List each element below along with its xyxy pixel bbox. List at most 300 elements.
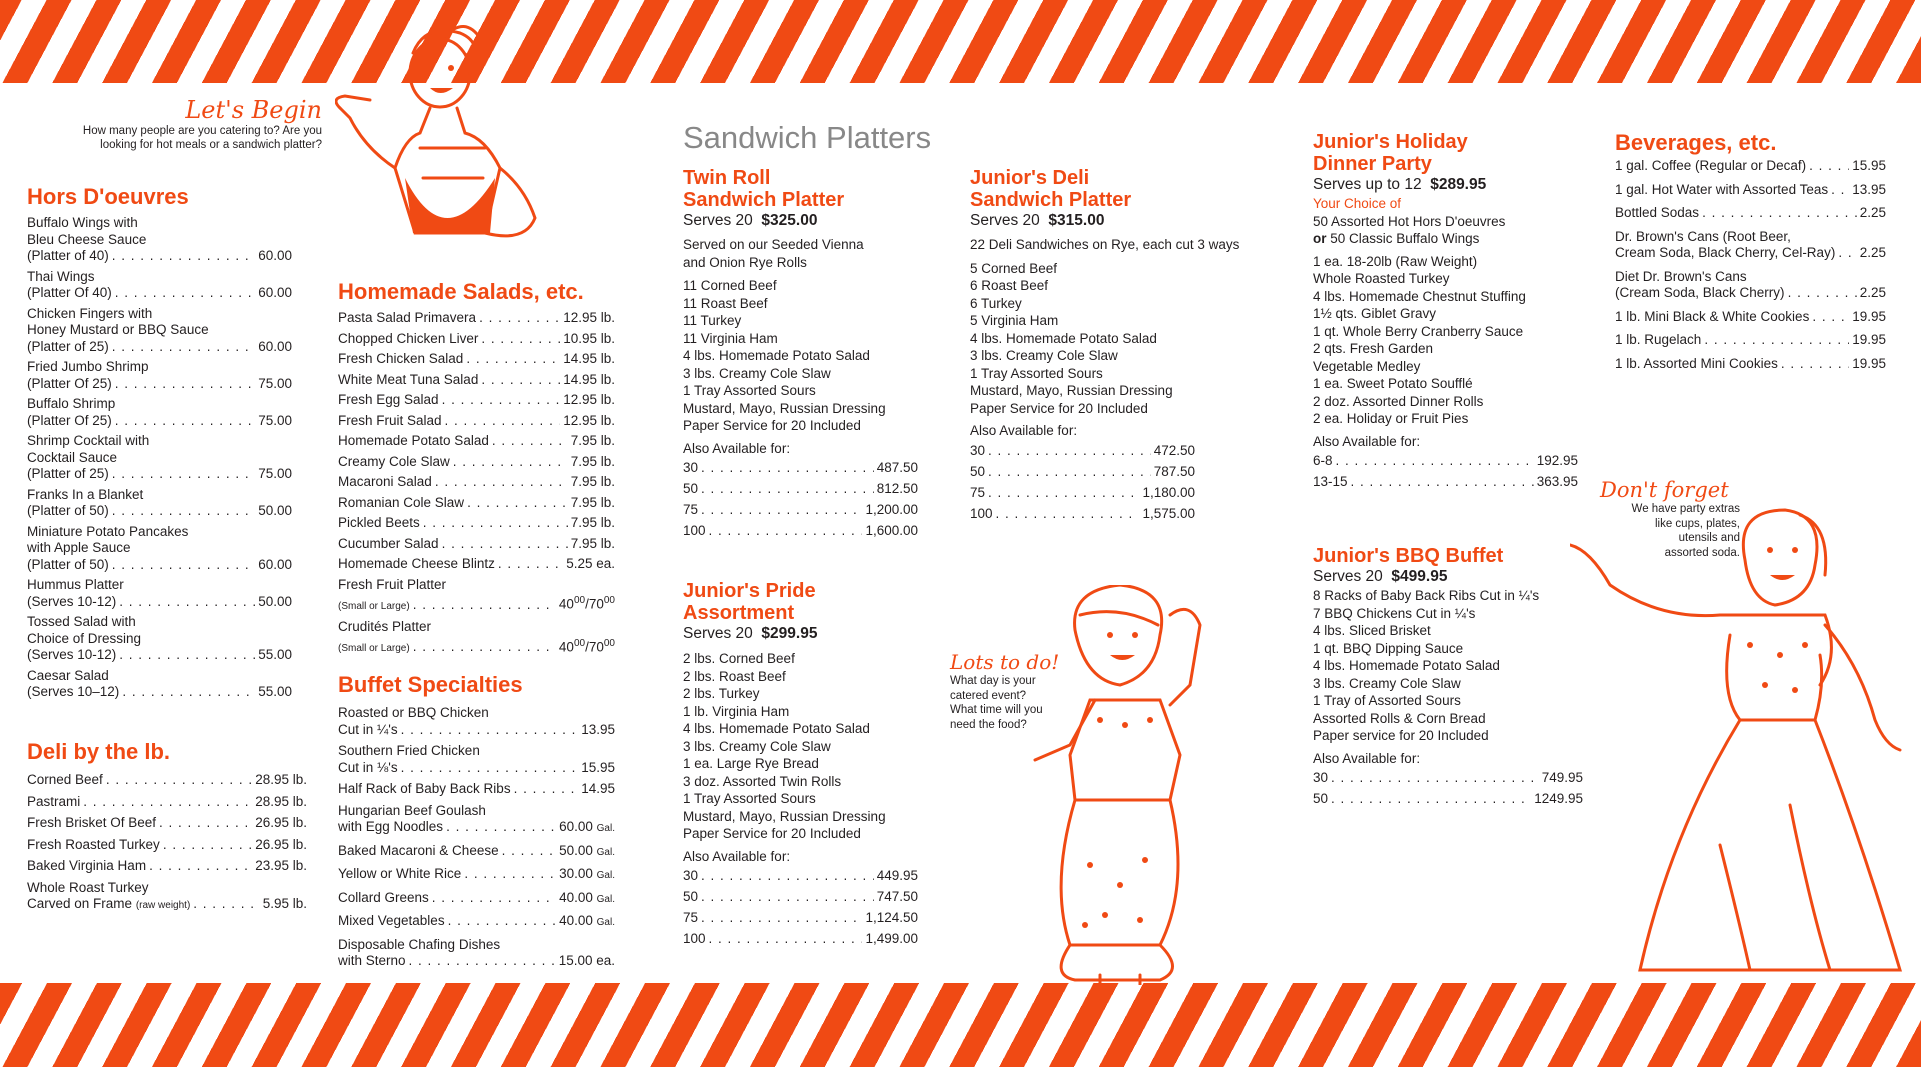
dot-leader: [1704, 332, 1849, 349]
list-item: 6 Turkey: [970, 295, 1022, 311]
item-line: Shrimp Cocktail with: [27, 433, 150, 448]
lets-begin-block: [60, 96, 322, 152]
item-price: 2.25: [1859, 205, 1886, 220]
list-item: 8 Racks of Baby Back Ribs Cut in ¼'s: [1313, 588, 1540, 603]
price-row: [1615, 309, 1886, 326]
list-item: 1½ qts. Giblet Gravy: [1313, 306, 1437, 321]
item-line: Buffalo Shrimp: [27, 396, 116, 411]
list-item: 2 qts. Fresh Garden: [1313, 341, 1434, 356]
item-price: 28.95 lb.: [255, 793, 307, 809]
dont-forget-line: assorted soda.: [1664, 546, 1740, 559]
bbq-options-list: [1313, 767, 1583, 809]
price-row: [970, 461, 1195, 482]
dot-leader: [112, 503, 255, 520]
dot-leader: [119, 594, 255, 611]
bbq-section: Junior's BBQ Buffet Serves 20 $499.95 8 Racks of Baby Back Ribs Cut in ¼'s 7 BBQ Chickens Cut in ¼'s 4 lbs. Sliced Brisket 1 qt. BBQ Dipping Sauce 4 lbs. Homemade Potato Salad 3 lbs. Creamy Cole Slaw 1 Tray of Assorted Sours Assorted Rolls & Corn Bread Paper service for 20 Included Also Available for: 30 . . . 749.95 50 . . . 1249.95: [1313, 545, 1583, 809]
item-name: Mixed Vegetables: [338, 913, 445, 928]
item-line: Honey Mustard or BBQ Sauce: [27, 322, 209, 337]
menu-item: [338, 781, 615, 798]
pride-items-list: [683, 650, 918, 843]
price-row: [1615, 205, 1886, 222]
deli-section: [27, 740, 307, 919]
item-name: Chopped Chicken Liver: [338, 330, 479, 346]
dot-leader: [401, 760, 579, 777]
bottom-stripe-border: [0, 983, 1921, 1067]
item-name: with Sterno: [338, 953, 406, 968]
item-price: 10.95 lb.: [563, 330, 615, 346]
item-price: 1,575.00: [1142, 505, 1195, 521]
dot-leader: [479, 310, 560, 327]
dot-leader: [701, 499, 862, 520]
price-row: [1615, 285, 1886, 302]
price-row: [27, 837, 307, 854]
list-item: 4 lbs. Sliced Brisket: [1313, 623, 1431, 638]
dot-leader: [467, 495, 568, 512]
item-price: 19.95: [1852, 308, 1886, 324]
holiday-options-list: [1313, 450, 1578, 492]
menu-item: [27, 577, 292, 610]
item-price: 75.00: [258, 466, 292, 481]
salads-section: [338, 280, 615, 662]
item-name: Collard Greens: [338, 889, 429, 905]
item-price: 7.95 lb.: [570, 453, 615, 469]
hors-doeuvres-section: [27, 185, 292, 705]
list-item: 6 Roast Beef: [970, 278, 1049, 293]
dot-leader: [1702, 205, 1857, 222]
fruit-platter-item: Fresh Fruit Platter (Small or Large) . . . $40^{00}/70^{00}$: [338, 577, 615, 616]
dot-leader: [446, 819, 556, 836]
menu-item: [27, 614, 292, 664]
twin-options-list: [683, 457, 918, 541]
dot-leader: [119, 647, 255, 664]
list-item: Vegetable Medley: [1313, 358, 1421, 374]
list-item: 3 lbs. Creamy Cole Slaw: [1313, 675, 1461, 691]
dot-leader: [988, 440, 1151, 461]
item-price: 28.95 lb.: [255, 772, 307, 787]
dot-leader: [988, 461, 1151, 482]
item-line: Franks In a Blanket: [27, 486, 144, 502]
item-line: Choice of Dressing: [27, 630, 142, 646]
buffet-list: [338, 705, 615, 970]
item-name: Yellow or White Rice: [338, 866, 462, 881]
item-name: 100: [683, 523, 706, 538]
dont-forget-line: utensils and: [1678, 532, 1740, 544]
price-row: [338, 819, 615, 838]
menu-item: [338, 866, 615, 885]
menu-item: [338, 705, 615, 738]
dot-leader: [701, 478, 874, 499]
menu-item: [338, 843, 615, 862]
dot-leader: [122, 684, 255, 701]
item-line: Cocktail Sauce: [27, 449, 118, 465]
dot-leader: [112, 466, 255, 483]
holiday-section: Junior's Holiday Dinner Party Serves up to 12 $289.95 Your Choice of 50 Assorted Hot Hors D'oeuvres or 50 Classic Buffalo Wings 1 ea. 18-20lb (Raw Weight) Whole Roasted Turkey 4 lbs. Homemade Chestnut Stuffing 1½ qts. Giblet Gravy 1 qt. Whole Berry Cranberry Sauce 2 qts. Fresh Garden Vegetable Medley 1 ea. Sweet Potato Soufflé 2 doz. Assorted Dinner Rolls 2 ea. Holiday or Fruit Pies Also Available for: 6-8 . . . 192.95 13-15 . . . 363.95: [1313, 131, 1578, 492]
lets-begin-text: How many people are you catering to? Are you looking for hot meals or a sandwich platter?: [82, 125, 322, 151]
dot-leader: [149, 858, 252, 875]
price-row: [338, 913, 615, 932]
sandwich-platters-heading: Sandwich Platters: [683, 120, 932, 155]
price-row: [1313, 450, 1578, 471]
item-name: 6-8: [1313, 453, 1333, 468]
price-row: [338, 536, 615, 553]
list-item: 1 Tray Assorted Sours: [683, 791, 816, 806]
item-name: (Platter Of 40): [27, 285, 112, 300]
lots-to-do-block: Lots to do! What day is your catered event? What time will you need the food?: [950, 650, 1080, 732]
list-item: 1 ea. Large Rye Bread: [683, 756, 819, 771]
list-item: 2 lbs. Corned Beef: [683, 651, 795, 666]
price-row: [970, 503, 1195, 524]
dot-leader: [448, 913, 557, 930]
buffet-section: [338, 673, 615, 975]
item-price: 26.95 lb.: [255, 815, 307, 830]
deli-platter-items-list: [970, 260, 1240, 418]
price-row: [1615, 245, 1886, 262]
list-item: 11 Turkey: [683, 313, 742, 328]
item-name: Pastrami: [27, 793, 81, 809]
item-price: 14.95 lb.: [563, 351, 615, 366]
item-name: Homemade Cheese Blintz: [338, 556, 495, 571]
dot-leader: [481, 331, 560, 348]
price-unit: Gal.: [596, 893, 615, 905]
list-item: 3 lbs. Creamy Cole Slaw: [683, 365, 831, 381]
price-row: [338, 843, 615, 862]
item-price: 363.95: [1536, 474, 1578, 489]
dot-leader: [435, 474, 568, 491]
item-name: Pickled Beets: [338, 515, 420, 530]
dot-leader: [159, 815, 252, 832]
item-name: 1 gal. Coffee (Regular or Decaf): [1615, 158, 1807, 173]
menu-item: [1615, 182, 1886, 199]
dont-forget-block: Don't forget We have party extras like cups, plates, utensils and assorted soda.: [1600, 478, 1740, 559]
item-price: 15.00 ea.: [558, 953, 615, 968]
dot-leader: [492, 433, 568, 450]
menu-item: [338, 743, 615, 776]
item-price: 30.00 Gal.: [559, 866, 615, 881]
price-row: [338, 392, 615, 409]
dot-leader: [498, 556, 563, 573]
list-item: Paper Service for 20 Included: [970, 400, 1148, 416]
dancing-lady-illustration-right: [1570, 505, 1905, 985]
list-item: Assorted Rolls & Corn Bread: [1313, 710, 1486, 726]
deli-whole-turkey: Whole Roast Turkey Carved on Frame (raw weight) . . . 5.95 lb.: [27, 880, 307, 915]
item-price: 749.95: [1541, 770, 1583, 785]
price-row: [338, 760, 615, 777]
dot-leader: [115, 285, 255, 302]
item-name: (Platter of 40): [27, 248, 109, 263]
dot-leader: [453, 454, 568, 471]
price-row: [27, 815, 307, 832]
deli-list: [27, 772, 307, 875]
item-price: 7.95 lb.: [570, 535, 615, 551]
dot-leader: [1331, 767, 1539, 788]
list-item: Paper Service for 20 Included: [683, 826, 861, 841]
price-row: [1615, 332, 1886, 349]
price-row: [338, 722, 615, 739]
item-name: Fresh Fruit Salad: [338, 412, 442, 428]
buffet-title: Buffet Specialties: [338, 672, 523, 697]
item-price: 787.50: [1153, 463, 1195, 479]
list-item: 5 Virginia Ham: [970, 313, 1059, 328]
item-name: 100: [970, 505, 993, 521]
lots-line: What day is your: [950, 675, 1036, 687]
hors-doeuvres-title: Hors D'oeuvres: [27, 184, 189, 209]
item-price: 60.00: [258, 338, 292, 354]
item-name: Cream Soda, Black Cherry, Cel-Ray): [1615, 245, 1836, 260]
item-price: 15.95: [581, 759, 615, 775]
item-price: 40.00 Gal.: [559, 889, 615, 905]
dot-leader: [401, 722, 579, 739]
price-row: [27, 285, 292, 302]
item-name: 1 lb. Mini Black & White Cookies: [1615, 308, 1810, 324]
holiday-items-list: [1313, 253, 1578, 428]
price-row: [338, 351, 615, 368]
item-name: 1 gal. Hot Water with Assorted Teas: [1615, 181, 1829, 197]
crudites-platter-item: Crudités Platter (Small or Large) . . . $40^{00}/70^{00}$: [338, 619, 615, 658]
item-name: Half Rack of Baby Back Ribs: [338, 781, 511, 796]
dot-leader: [466, 351, 560, 368]
item-price: 14.95: [581, 781, 615, 796]
price-row: [27, 858, 307, 875]
dot-leader: [1831, 182, 1849, 199]
item-price: 60.00: [258, 285, 292, 300]
item-name: Baked Macaroni & Cheese: [338, 842, 499, 858]
list-item: 2 ea. Holiday or Fruit Pies: [1313, 411, 1469, 426]
price-row: [1313, 767, 1583, 788]
item-line: Hummus Platter: [27, 577, 124, 592]
item-name: 30: [683, 460, 699, 475]
price-row: [27, 248, 292, 265]
price-row: [338, 495, 615, 512]
item-price: 472.50: [1153, 442, 1195, 458]
item-price: 1249.95: [1534, 791, 1583, 806]
dot-leader: [112, 557, 255, 574]
item-name: with Egg Noodles: [338, 819, 444, 834]
price-row: [338, 454, 615, 471]
salads-title: Homemade Salads, etc.: [338, 279, 584, 304]
list-item: Mustard, Mayo, Russian Dressing: [683, 400, 886, 416]
list-item: 3 lbs. Creamy Cole Slaw: [970, 348, 1118, 363]
list-item: 3 lbs. Creamy Cole Slaw: [683, 738, 831, 754]
item-price: 12.95 lb.: [563, 392, 615, 407]
dot-leader: [1838, 245, 1856, 262]
dot-leader: [464, 866, 556, 883]
item-price: 60.00 Gal.: [559, 819, 615, 834]
item-name: 30: [970, 442, 986, 458]
menu-item: [1615, 332, 1886, 349]
dot-leader: [481, 372, 560, 389]
item-name: Creamy Cole Slaw: [338, 453, 450, 469]
dot-leader: [514, 781, 579, 798]
list-item: 1 Tray Assorted Sours: [683, 383, 816, 398]
list-item: 1 lb. Virginia Ham: [683, 703, 790, 719]
waving-lady-illustration-top: [335, 18, 570, 268]
dot-leader: [112, 248, 255, 265]
item-line: Miniature Potato Pancakes: [27, 523, 189, 539]
item-name: Cut in ¼'s: [338, 721, 398, 737]
item-name: 100: [683, 931, 706, 946]
lots-line: need the food?: [950, 718, 1027, 731]
item-name: 75: [683, 502, 699, 517]
dot-leader: [1336, 450, 1534, 471]
price-row: [338, 433, 615, 450]
dot-leader: [701, 886, 874, 907]
price-row: [27, 413, 292, 430]
phone-lady-illustration-middle: [1030, 585, 1275, 985]
item-price: 487.50: [876, 460, 918, 475]
item-price: 12.95 lb.: [563, 412, 615, 428]
dot-leader: [83, 794, 252, 811]
price-row: [338, 372, 615, 389]
price-row: [338, 413, 615, 430]
price-row: [338, 474, 615, 491]
item-line: Caesar Salad: [27, 667, 109, 683]
dot-leader: [709, 928, 863, 949]
item-name: White Meat Tuna Salad: [338, 371, 479, 387]
menu-item: [338, 913, 615, 932]
item-price: 1,499.00: [865, 931, 918, 946]
pride-section: Junior's Pride Assortment Serves 20 $299.95 2 lbs. Corned Beef 2 lbs. Roast Beef 2 lbs. Turkey 1 lb. Virginia Ham 4 lbs. Homemade Potato Salad 3 lbs. Creamy Cole Slaw 1 ea. Large Rye Bread 3 doz. Assorted Twin Rolls 1 Tray Assorted Sours Mustard, Mayo, Russian Dressing Paper Service for 20 Included Also Available for: 30 . . . 449.95 50 . . . 747.50 75 . . . 1,124.50 100 . . . 1,499.00: [683, 580, 918, 949]
item-name: Fresh Chicken Salad: [338, 351, 464, 366]
list-item: Paper service for 20 Included: [1313, 728, 1489, 743]
menu-item: [27, 524, 292, 574]
item-name: (Platter of 50): [27, 556, 109, 572]
item-price: 40.00 Gal.: [559, 913, 615, 928]
list-item: 11 Roast Beef: [683, 295, 768, 311]
item-price: 50.00: [258, 593, 292, 609]
price-row: [338, 556, 615, 573]
item-line: Diet Dr. Brown's Cans: [1615, 268, 1747, 284]
list-item: Mustard, Mayo, Russian Dressing: [970, 383, 1173, 398]
lots-line: catered event?: [950, 689, 1027, 702]
beverages-list: [1615, 158, 1886, 372]
price-row: [683, 478, 918, 499]
item-name: 50: [1313, 791, 1329, 806]
item-price: 449.95: [876, 868, 918, 883]
item-name: 50: [970, 463, 986, 479]
menu-item: [27, 306, 292, 356]
price-row: [27, 466, 292, 483]
price-row: [27, 557, 292, 574]
item-line: Roasted or BBQ Chicken: [338, 705, 489, 720]
price-row: [1615, 356, 1886, 373]
dot-leader: [442, 392, 561, 409]
item-line: Bleu Cheese Sauce: [27, 231, 147, 247]
item-name: Corned Beef: [27, 772, 103, 787]
dot-leader: [1788, 285, 1857, 302]
item-price: 747.50: [876, 889, 918, 904]
dot-leader: [701, 457, 874, 478]
item-price: 13.95: [581, 721, 615, 737]
list-item: 11 Virginia Ham: [683, 330, 778, 346]
salads-list: [338, 310, 615, 573]
price-row: [1313, 471, 1578, 492]
item-price: 26.95 lb.: [255, 836, 307, 852]
item-name: (Platter of 25): [27, 466, 109, 481]
price-row: [683, 886, 918, 907]
item-price: 192.95: [1536, 453, 1578, 468]
dont-forget-line: We have party extras: [1631, 503, 1740, 515]
lots-line: What time will you: [950, 704, 1043, 716]
price-row: [683, 865, 918, 886]
item-line: Southern Fried Chicken: [338, 743, 480, 758]
pride-options-list: [683, 865, 918, 949]
item-name: (Serves 10-12): [27, 647, 117, 662]
item-price: 19.95: [1852, 355, 1886, 371]
price-row: [27, 772, 307, 789]
list-item: 1 Tray of Assorted Sours: [1313, 693, 1461, 708]
item-name: 30: [683, 868, 699, 883]
item-price: 7.95 lb.: [570, 474, 615, 489]
item-name: Cut in ⅛'s: [338, 759, 398, 775]
price-row: [970, 482, 1195, 503]
item-line: Buffalo Wings with: [27, 215, 138, 230]
dont-forget-line: like cups, plates,: [1654, 517, 1740, 530]
item-price: 5.25 ea.: [566, 556, 615, 571]
item-line: with Apple Sauce: [27, 540, 131, 555]
price-row: [27, 647, 292, 664]
item-price: 14.95 lb.: [563, 371, 615, 387]
top-stripe-border: [0, 0, 1921, 83]
item-name: (Serves 10–12): [27, 684, 120, 699]
menu-item: [27, 269, 292, 302]
item-price: 1,600.00: [865, 523, 918, 538]
dot-leader: [115, 376, 255, 393]
list-item: 4 lbs. Homemade Potato Salad: [683, 721, 870, 736]
dot-leader: [1331, 788, 1531, 809]
price-row: [1313, 788, 1583, 809]
item-price: 7.95 lb.: [570, 433, 615, 448]
list-item: 1 ea. Sweet Potato Soufflé: [1313, 376, 1473, 391]
bbq-items-list: [1313, 587, 1583, 745]
price-row: [683, 520, 918, 541]
dot-leader: [709, 520, 863, 541]
list-item: 4 lbs. Homemade Chestnut Stuffing: [1313, 288, 1526, 304]
item-price: 55.00: [258, 647, 292, 662]
item-name: 13-15: [1313, 474, 1348, 489]
item-price: 2.25: [1859, 245, 1886, 260]
deli-title: Deli by the lb.: [27, 739, 171, 764]
item-price: 1,124.50: [865, 910, 918, 925]
item-name: 75: [683, 910, 699, 925]
price-row: [27, 376, 292, 393]
item-name: 30: [1313, 770, 1329, 785]
dot-leader: [423, 515, 568, 532]
item-name: Homemade Potato Salad: [338, 433, 489, 448]
item-name: Pasta Salad Primavera: [338, 310, 477, 325]
price-row: [27, 339, 292, 356]
deli-platter-options-list: [970, 440, 1195, 524]
item-price: 1,180.00: [1142, 484, 1195, 500]
dot-leader: [1809, 158, 1849, 175]
price-row: [338, 310, 615, 327]
dot-leader: [701, 865, 874, 886]
list-item: 1 Tray Assorted Sours: [970, 365, 1103, 381]
dot-leader: [1351, 471, 1534, 492]
twin-items-list: [683, 277, 918, 435]
item-name: 50: [683, 889, 699, 904]
dot-leader: [1812, 309, 1849, 326]
item-line: Dr. Brown's Cans (Root Beer,: [1615, 228, 1791, 244]
price-row: [27, 794, 307, 811]
price-row: [338, 331, 615, 348]
item-line: Chicken Fingers with: [27, 305, 153, 321]
item-price: 60.00: [258, 248, 292, 263]
list-item: 11 Corned Beef: [683, 278, 777, 293]
price-row: [338, 781, 615, 798]
menu-item: [338, 937, 615, 970]
lets-begin-title: Let's Begin: [185, 96, 322, 124]
item-name: (Platter Of 25): [27, 412, 112, 428]
